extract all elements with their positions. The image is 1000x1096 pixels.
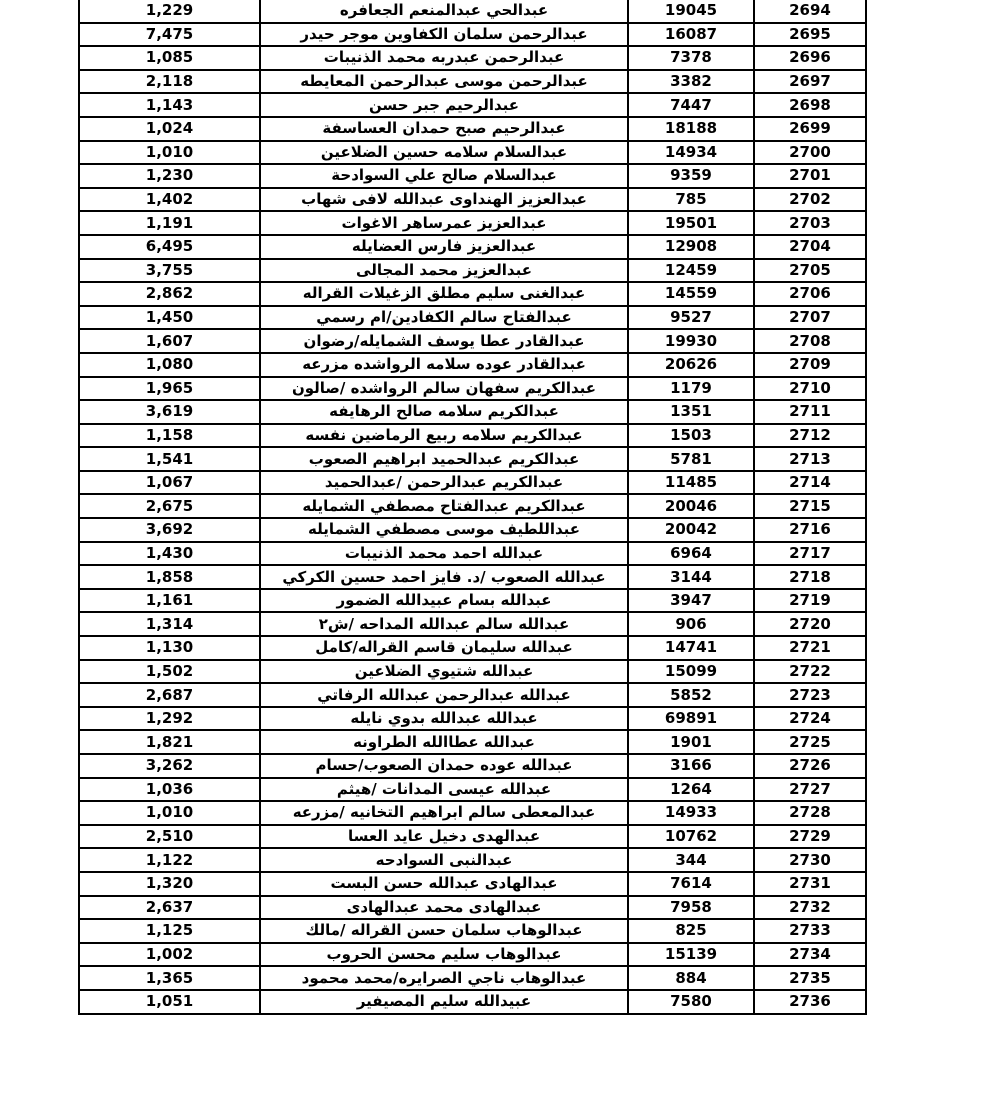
name-cell: عبدالعزيز فارس العضايله: [260, 235, 628, 259]
table-row: [79, 990, 866, 1014]
table-row: [79, 141, 866, 165]
table-row: [79, 636, 866, 660]
amount-cell: 1,965: [79, 377, 260, 401]
number-cell: 11485: [628, 471, 754, 495]
number-cell: 12908: [628, 235, 754, 259]
name-cell: عبدالله سليمان قاسم القراله/كامل: [260, 636, 628, 660]
name-cell: عبدالوهاب سليم محسن الحروب: [260, 943, 628, 967]
amount-cell: 1,858: [79, 565, 260, 589]
index-cell: 2713: [754, 447, 866, 471]
index-cell: 2718: [754, 565, 866, 589]
name-cell: عبدالقادر عوده سلامه الرواشده مزرعه: [260, 353, 628, 377]
number-cell: 884: [628, 966, 754, 990]
table-row: [79, 896, 866, 920]
amount-cell: 1,365: [79, 966, 260, 990]
table-row: [79, 730, 866, 754]
amount-cell: 1,080: [79, 353, 260, 377]
name-cell: عبدالكريم سلامه صالح الرهايفه: [260, 400, 628, 424]
index-cell: 2711: [754, 400, 866, 424]
name-cell: عبدالوهاب ناجي الصرايره/محمد محمود: [260, 966, 628, 990]
index-cell: 2735: [754, 966, 866, 990]
number-cell: 20046: [628, 494, 754, 518]
table-row: [79, 282, 866, 306]
number-cell: 16087: [628, 23, 754, 47]
amount-cell: 1,541: [79, 447, 260, 471]
amount-cell: 1,320: [79, 872, 260, 896]
amount-cell: 1,010: [79, 141, 260, 165]
index-cell: 2704: [754, 235, 866, 259]
name-cell: عبدالهادى محمد عبدالهادى: [260, 896, 628, 920]
table-row: [79, 353, 866, 377]
number-cell: 785: [628, 188, 754, 212]
name-cell: عبدالرحمن سلمان الكفاوين موجر حيدر: [260, 23, 628, 47]
number-cell: 7614: [628, 872, 754, 896]
amount-cell: 1,402: [79, 188, 260, 212]
amount-cell: 1,161: [79, 589, 260, 613]
number-cell: 7378: [628, 46, 754, 70]
table-row: [79, 211, 866, 235]
index-cell: 2724: [754, 707, 866, 731]
index-cell: 2732: [754, 896, 866, 920]
index-cell: 2709: [754, 353, 866, 377]
number-cell: 19930: [628, 329, 754, 353]
table-row: [79, 164, 866, 188]
name-cell: عبدالله عبدالله بدوي نايله: [260, 707, 628, 731]
table-row: [79, 0, 866, 23]
table-row: [79, 447, 866, 471]
name-cell: عبدالرحيم صبح حمدان العساسفة: [260, 117, 628, 141]
number-cell: 3144: [628, 565, 754, 589]
name-cell: عبدالله شتيوي الضلاعين: [260, 660, 628, 684]
amount-cell: 7,475: [79, 23, 260, 47]
name-cell: عبدالرحمن موسى عبدالرحمن المعايطه: [260, 70, 628, 94]
name-cell: عبدالكريم عبدالفتاح مصطفي الشمايله: [260, 494, 628, 518]
number-cell: 14741: [628, 636, 754, 660]
index-cell: 2726: [754, 754, 866, 778]
amount-cell: 1,002: [79, 943, 260, 967]
name-cell: عبدالله عوده حمدان الصعوب/حسام: [260, 754, 628, 778]
amount-cell: 3,755: [79, 259, 260, 283]
name-cell: عبداللطيف موسى مصطفي الشمايله: [260, 518, 628, 542]
index-cell: 2702: [754, 188, 866, 212]
table-row: [79, 259, 866, 283]
amount-cell: 1,158: [79, 424, 260, 448]
index-cell: 2736: [754, 990, 866, 1014]
index-cell: 2707: [754, 306, 866, 330]
name-cell: عبدالعزيز محمد المجالى: [260, 259, 628, 283]
number-cell: 19045: [628, 0, 754, 23]
number-cell: 15139: [628, 943, 754, 967]
number-cell: 14933: [628, 801, 754, 825]
name-cell: عبدالنبى السوادحه: [260, 848, 628, 872]
index-cell: 2703: [754, 211, 866, 235]
name-cell: عبدالله الصعوب /د. فايز احمد حسين الكركي: [260, 565, 628, 589]
amount-cell: 1,024: [79, 117, 260, 141]
index-cell: 2710: [754, 377, 866, 401]
table-row: [79, 589, 866, 613]
amount-cell: 1,125: [79, 919, 260, 943]
records-table-body: [79, 0, 866, 1014]
number-cell: 7958: [628, 896, 754, 920]
table-row: [79, 306, 866, 330]
index-cell: 2727: [754, 778, 866, 802]
table-row: [79, 825, 866, 849]
amount-cell: 1,430: [79, 542, 260, 566]
amount-cell: 1,821: [79, 730, 260, 754]
name-cell: عبدالهادى عبدالله حسن البست: [260, 872, 628, 896]
table-row: [79, 683, 866, 707]
number-cell: 906: [628, 612, 754, 636]
number-cell: 825: [628, 919, 754, 943]
index-cell: 2717: [754, 542, 866, 566]
table-row: [79, 565, 866, 589]
name-cell: عبدالكريم سلامه ربيع الرماضين نفسه: [260, 424, 628, 448]
name-cell: عبدالله عبدالرحمن عبدالله الرفاتي: [260, 683, 628, 707]
table-row: [79, 23, 866, 47]
table-row: [79, 801, 866, 825]
number-cell: 18188: [628, 117, 754, 141]
number-cell: 10762: [628, 825, 754, 849]
amount-cell: 2,862: [79, 282, 260, 306]
index-cell: 2715: [754, 494, 866, 518]
index-cell: 2722: [754, 660, 866, 684]
table-row: [79, 707, 866, 731]
amount-cell: 1,292: [79, 707, 260, 731]
amount-cell: 1,229: [79, 0, 260, 23]
amount-cell: 1,085: [79, 46, 260, 70]
table-row: [79, 518, 866, 542]
name-cell: عبدالقادر عطا يوسف الشمايله/رضوان: [260, 329, 628, 353]
table-row: [79, 235, 866, 259]
table-row: [79, 542, 866, 566]
number-cell: 9359: [628, 164, 754, 188]
index-cell: 2734: [754, 943, 866, 967]
name-cell: عبدالسلام صالح علي السوادحة: [260, 164, 628, 188]
number-cell: 1179: [628, 377, 754, 401]
index-cell: 2705: [754, 259, 866, 283]
name-cell: عبدالكريم عبدالرحمن /عبدالحميد: [260, 471, 628, 495]
table-row: [79, 754, 866, 778]
number-cell: 3947: [628, 589, 754, 613]
table-row: [79, 424, 866, 448]
number-cell: 7447: [628, 93, 754, 117]
table-row: [79, 70, 866, 94]
amount-cell: 3,692: [79, 518, 260, 542]
table-row: [79, 919, 866, 943]
amount-cell: 1,036: [79, 778, 260, 802]
number-cell: 9527: [628, 306, 754, 330]
number-cell: 5852: [628, 683, 754, 707]
records-table: [78, 0, 867, 1015]
amount-cell: 1,502: [79, 660, 260, 684]
index-cell: 2708: [754, 329, 866, 353]
number-cell: 344: [628, 848, 754, 872]
name-cell: عبدالكريم عبدالحميد ابراهيم الصعوب: [260, 447, 628, 471]
index-cell: 2729: [754, 825, 866, 849]
name-cell: عبيدالله سليم المصيفير: [260, 990, 628, 1014]
number-cell: 19501: [628, 211, 754, 235]
amount-cell: 2,675: [79, 494, 260, 518]
number-cell: 69891: [628, 707, 754, 731]
amount-cell: 6,495: [79, 235, 260, 259]
number-cell: 1264: [628, 778, 754, 802]
number-cell: 14934: [628, 141, 754, 165]
index-cell: 2706: [754, 282, 866, 306]
index-cell: 2721: [754, 636, 866, 660]
table-row: [79, 188, 866, 212]
name-cell: عبدالغنى سليم مطلق الزغيلات القراله: [260, 282, 628, 306]
number-cell: 5781: [628, 447, 754, 471]
name-cell: عبدالعزيز الهنداوى عبدالله لافى شهاب: [260, 188, 628, 212]
name-cell: عبدالله سالم عبدالله المداحه /ش٢: [260, 612, 628, 636]
number-cell: 3382: [628, 70, 754, 94]
index-cell: 2697: [754, 70, 866, 94]
index-cell: 2701: [754, 164, 866, 188]
amount-cell: 1,143: [79, 93, 260, 117]
index-cell: 2720: [754, 612, 866, 636]
index-cell: 2716: [754, 518, 866, 542]
name-cell: عبدالهدى دخيل عايد العسا: [260, 825, 628, 849]
index-cell: 2733: [754, 919, 866, 943]
name-cell: عبدالوهاب سلمان حسن القراله /مالك: [260, 919, 628, 943]
index-cell: 2725: [754, 730, 866, 754]
number-cell: 3166: [628, 754, 754, 778]
index-cell: 2728: [754, 801, 866, 825]
index-cell: 2696: [754, 46, 866, 70]
name-cell: عبدالرحيم جبر حسن: [260, 93, 628, 117]
table-row: [79, 400, 866, 424]
index-cell: 2714: [754, 471, 866, 495]
number-cell: 20042: [628, 518, 754, 542]
name-cell: عبدالله بسام عبيدالله الضمور: [260, 589, 628, 613]
number-cell: 1351: [628, 400, 754, 424]
amount-cell: 2,118: [79, 70, 260, 94]
amount-cell: 2,510: [79, 825, 260, 849]
amount-cell: 1,067: [79, 471, 260, 495]
table-row: [79, 943, 866, 967]
name-cell: عبدالمعطى سالم ابراهيم التخانيه /مزرعه: [260, 801, 628, 825]
index-cell: 2700: [754, 141, 866, 165]
table-row: [79, 93, 866, 117]
table-row: [79, 329, 866, 353]
number-cell: 15099: [628, 660, 754, 684]
number-cell: 14559: [628, 282, 754, 306]
number-cell: 12459: [628, 259, 754, 283]
name-cell: عبدالله احمد محمد الذنيبات: [260, 542, 628, 566]
index-cell: 2695: [754, 23, 866, 47]
amount-cell: 1,130: [79, 636, 260, 660]
table-row: [79, 117, 866, 141]
amount-cell: 1,122: [79, 848, 260, 872]
name-cell: عبدالكريم سفهان سالم الرواشده /صالون: [260, 377, 628, 401]
table-row: [79, 46, 866, 70]
table-row: [79, 660, 866, 684]
name-cell: عبدالله عيسى المدانات /هيثم: [260, 778, 628, 802]
table-row: [79, 471, 866, 495]
amount-cell: 2,637: [79, 896, 260, 920]
table-row: [79, 966, 866, 990]
name-cell: عبدالله عطاالله الطراونه: [260, 730, 628, 754]
index-cell: 2730: [754, 848, 866, 872]
amount-cell: 1,010: [79, 801, 260, 825]
table-row: [79, 377, 866, 401]
table-row: [79, 848, 866, 872]
amount-cell: 3,262: [79, 754, 260, 778]
name-cell: عبدالفتاح سالم الكفادين/ام رسمي: [260, 306, 628, 330]
amount-cell: 1,314: [79, 612, 260, 636]
name-cell: عبدالرحمن عبدربه محمد الذنيبات: [260, 46, 628, 70]
index-cell: 2719: [754, 589, 866, 613]
amount-cell: 1,607: [79, 329, 260, 353]
amount-cell: 3,619: [79, 400, 260, 424]
index-cell: 2694: [754, 0, 866, 23]
index-cell: 2712: [754, 424, 866, 448]
amount-cell: 1,450: [79, 306, 260, 330]
index-cell: 2731: [754, 872, 866, 896]
name-cell: عبدالحي عبدالمنعم الجعافره: [260, 0, 628, 23]
table-row: [79, 872, 866, 896]
number-cell: 7580: [628, 990, 754, 1014]
number-cell: 6964: [628, 542, 754, 566]
amount-cell: 1,051: [79, 990, 260, 1014]
index-cell: 2698: [754, 93, 866, 117]
name-cell: عبدالسلام سلامه حسين الضلاعين: [260, 141, 628, 165]
amount-cell: 1,191: [79, 211, 260, 235]
number-cell: 1503: [628, 424, 754, 448]
number-cell: 1901: [628, 730, 754, 754]
index-cell: 2699: [754, 117, 866, 141]
number-cell: 20626: [628, 353, 754, 377]
amount-cell: 2,687: [79, 683, 260, 707]
table-row: [79, 494, 866, 518]
amount-cell: 1,230: [79, 164, 260, 188]
index-cell: 2723: [754, 683, 866, 707]
table-row: [79, 778, 866, 802]
name-cell: عبدالعزيز عمرساهر الاغوات: [260, 211, 628, 235]
table-row: [79, 612, 866, 636]
